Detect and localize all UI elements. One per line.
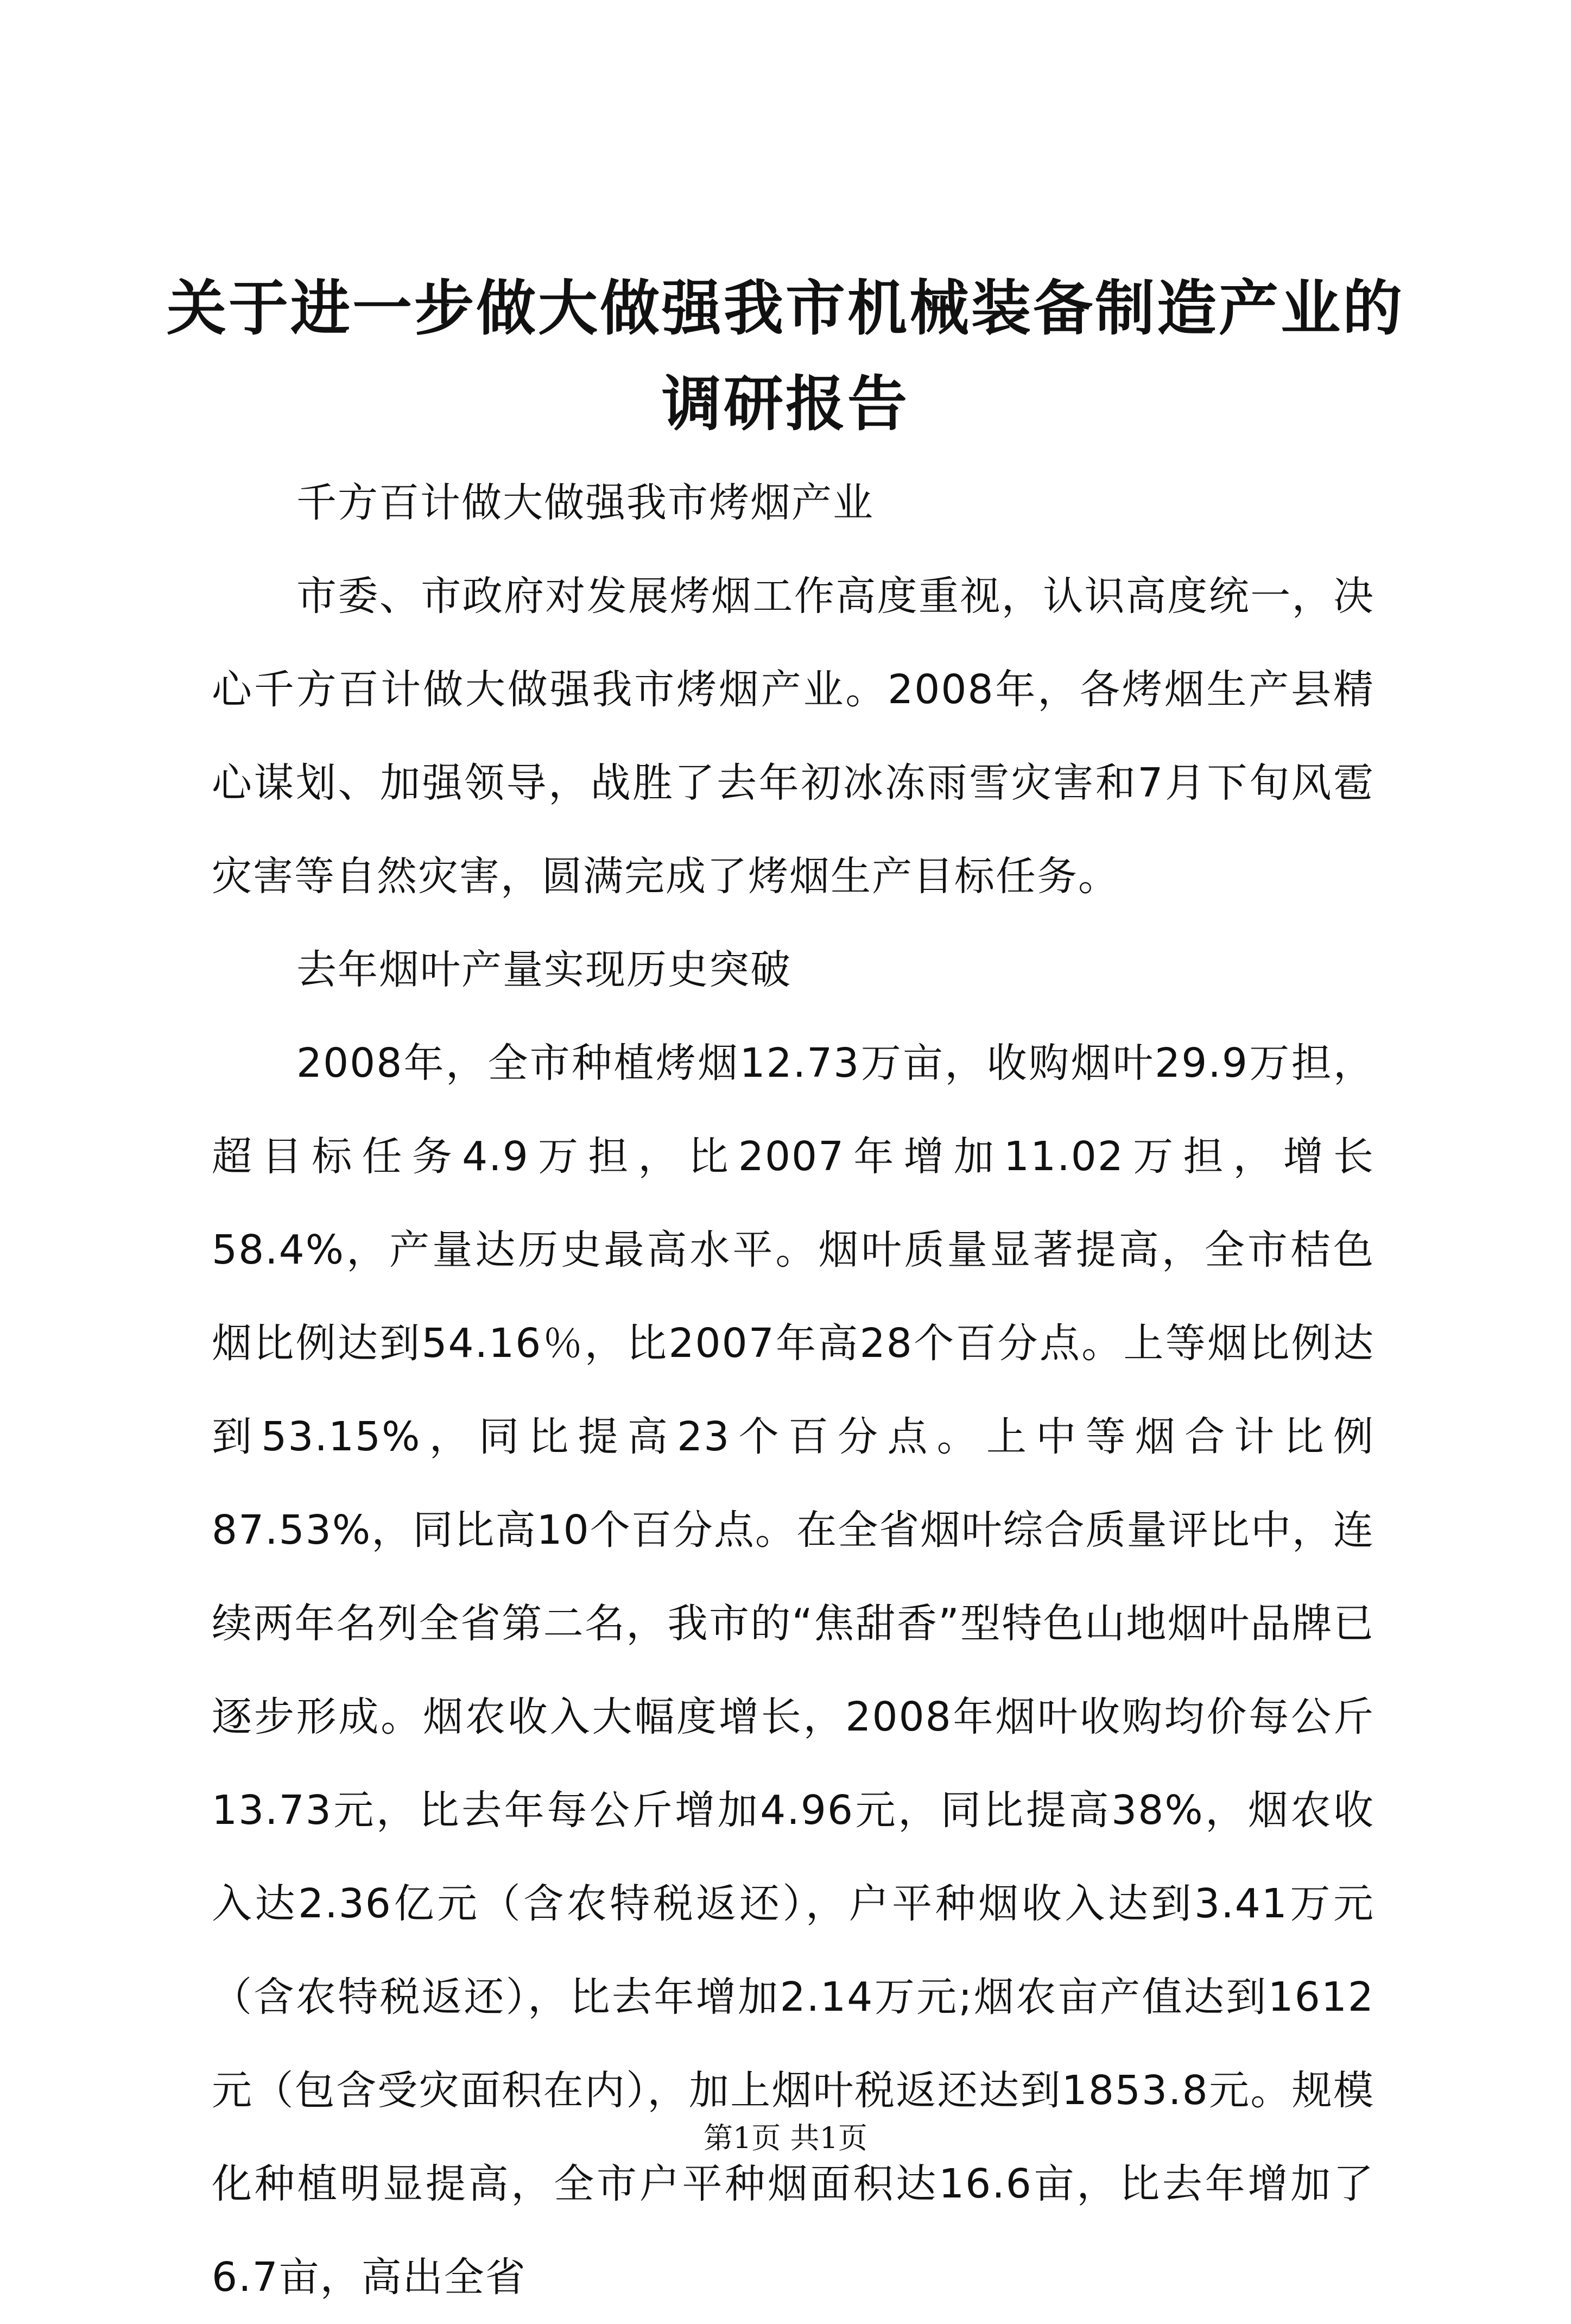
page-number-footer: 第1页 共1页	[704, 2121, 867, 2155]
section-heading: 去年烟叶产量实现历史突破	[296, 946, 791, 993]
document-title: 关于进一步做大做强我市机械装备制造产业的调研报告	[167, 273, 1404, 439]
document-body	[212, 456, 1374, 2324]
body-paragraph: 2008年，全市种植烤烟12.73万亩，收购烟叶29.9万担，超目标任务4.9万担，比2007年增加11.02万担，增长58.4%，产量达历史最高水平。烟叶质量显著提高，全市桔色烟比例达到54.16％，比2007年高28个百分点。上等烟比例达到53.15%，同比提高23个百分点。上中等烟合计比例87.53%，同比高10个百分点。在全省烟叶综合质量评比中，连续两年名列全省第二名，我市的“焦甜香”型特色山地烟叶品牌已逐步形成。烟农收入大幅度增长，2008年烟叶收购均价每公斤13.73元，比去年每公斤增加4.96元，同比提高38%，烟农收入达2.36亿元（含农特税返还），户平种烟收入达到3.41万元（含农特税返还），比去年增加2.14万元;烟农亩产值达到1612元（包含受灾面积在内），加上烟叶税返还达到1853.8元。规模化种植明显提高，全市户平种烟面积达16.6亩，比去年增加了6.7亩，高出全省	[212, 1040, 1374, 2301]
section-heading: 千方百计做大做强我市烤烟产业	[296, 479, 874, 526]
body-paragraph: 市委、市政府对发展烤烟工作高度重视，认识高度统一，决心千方百计做大做强我市烤烟产业。2008年，各烤烟生产县精心谋划、加强领导，战胜了去年初冰冻雨雪灾害和7月下旬风雹灾害等自然灾害，圆满完成了烤烟生产目标任务。	[212, 573, 1374, 900]
